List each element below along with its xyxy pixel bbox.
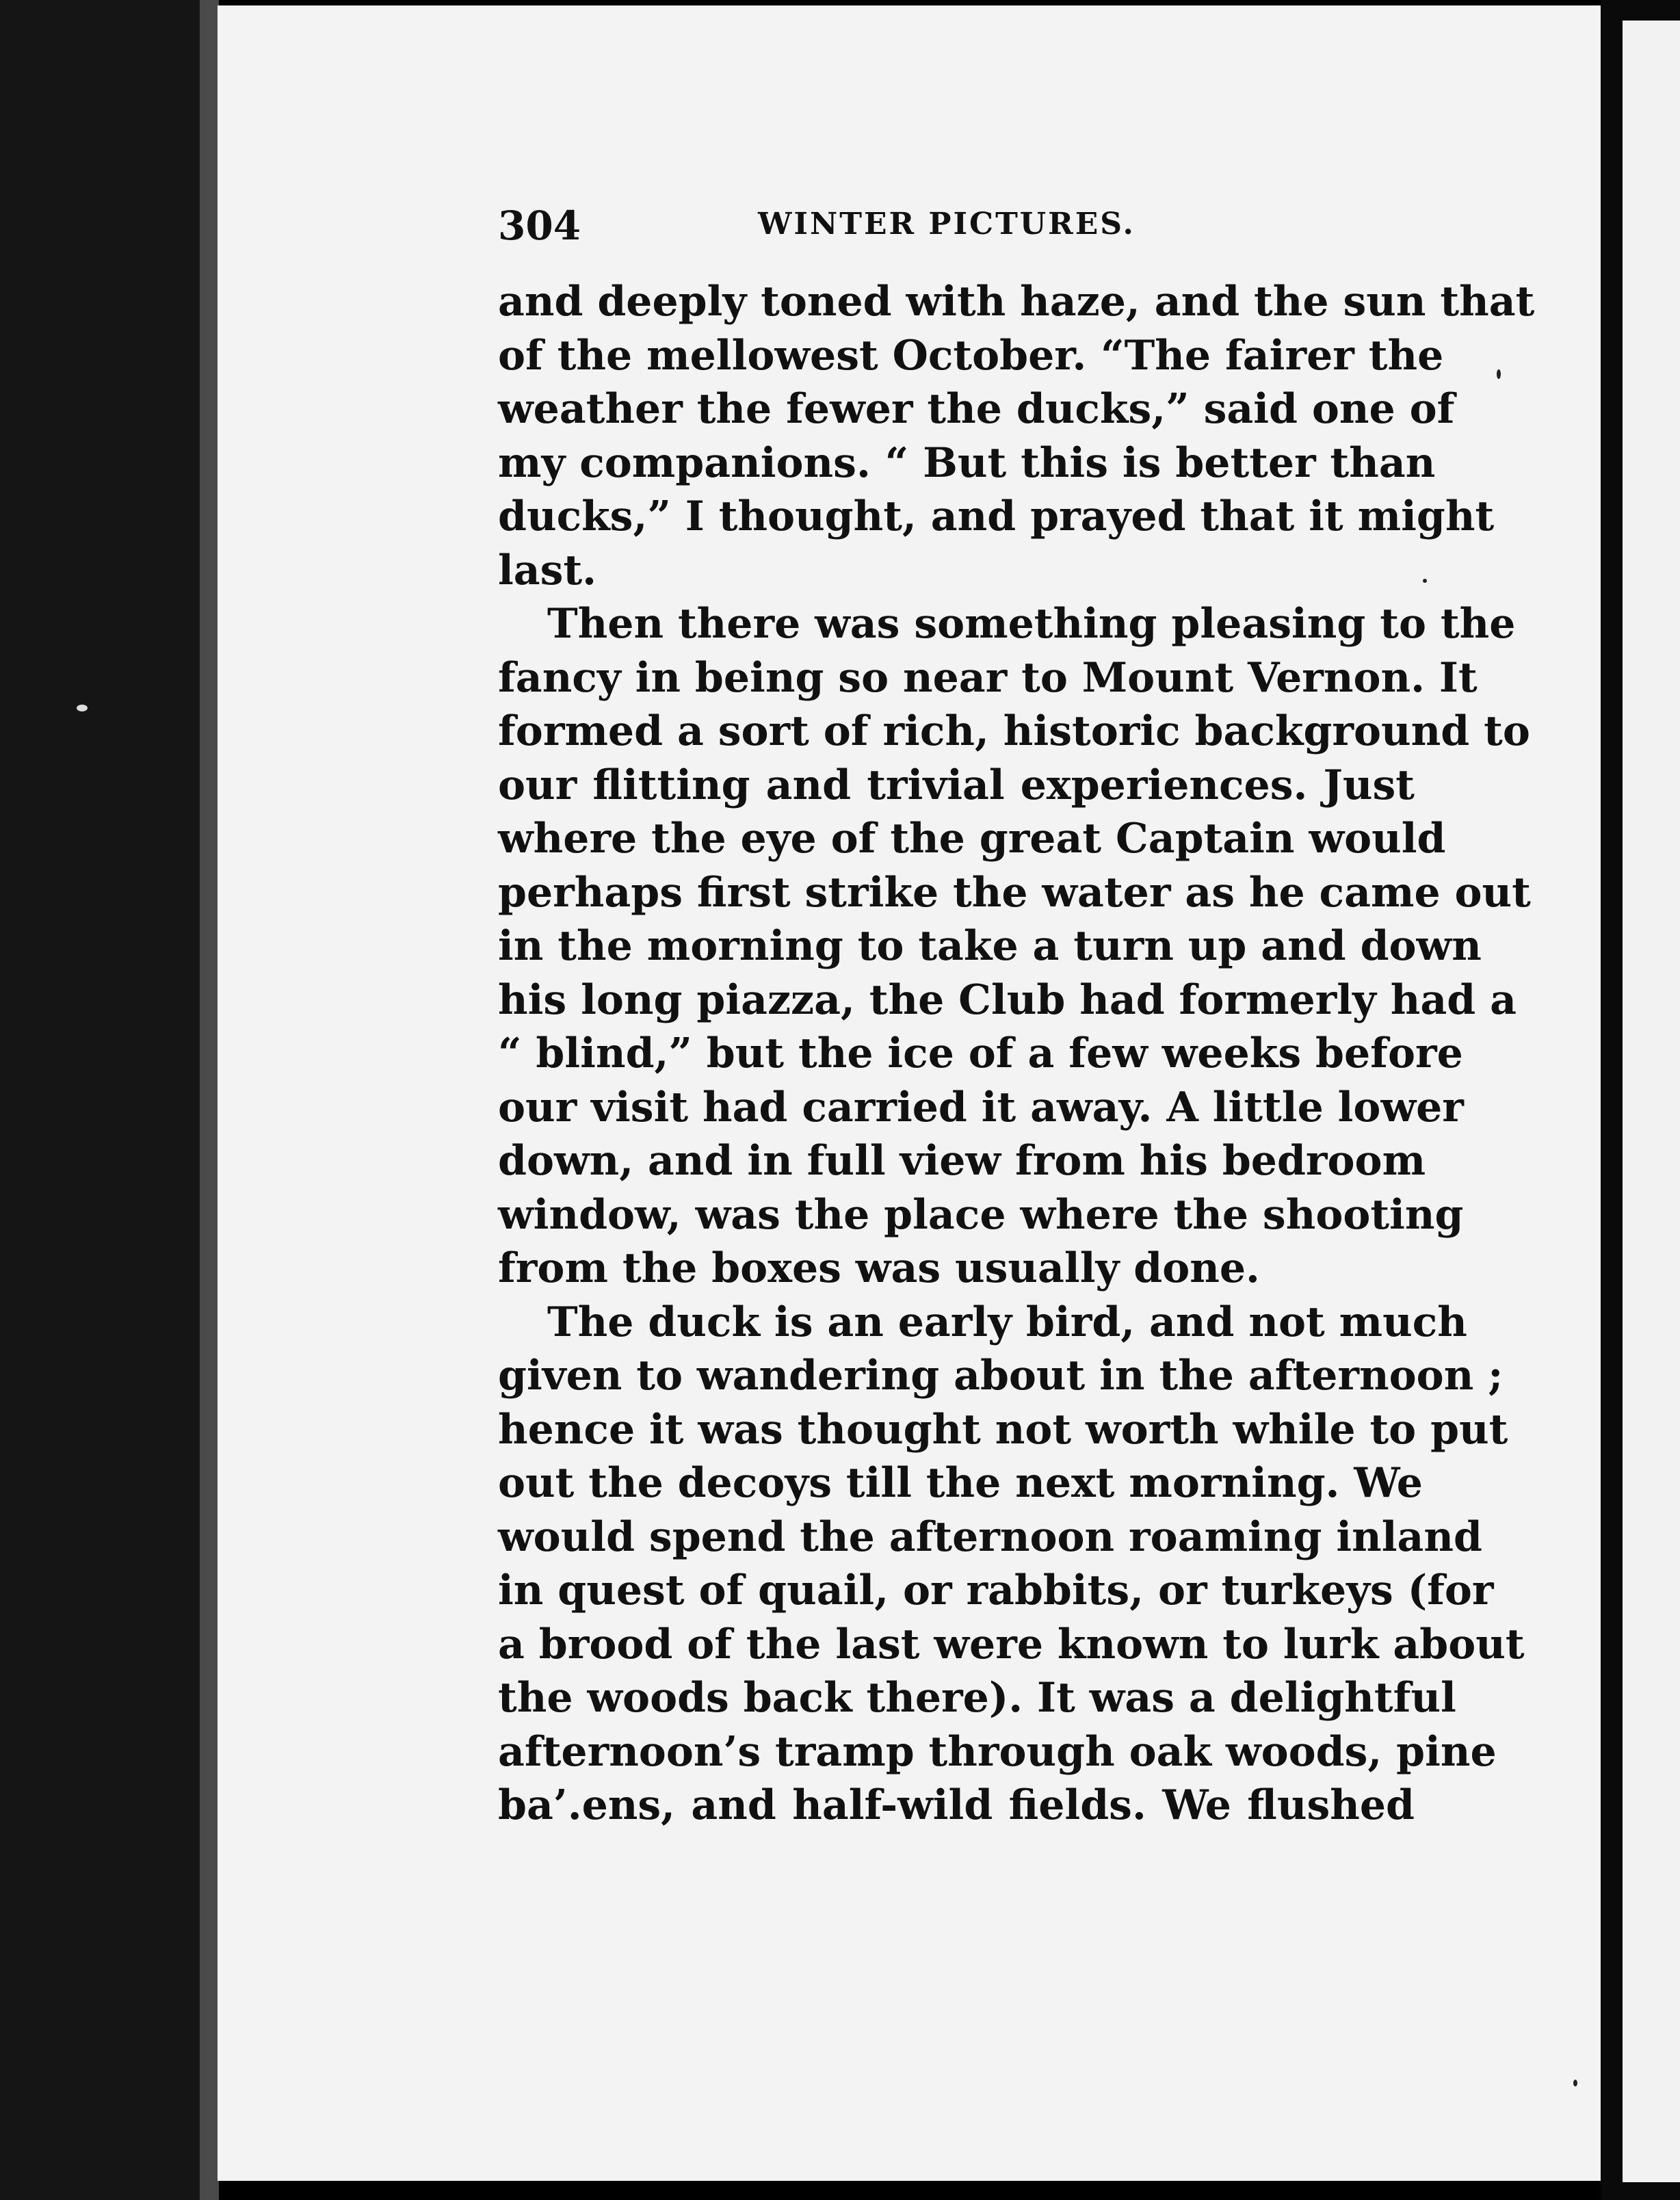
text-line: last. [498, 546, 597, 594]
text-line: the woods back there). It was a delightful [498, 1674, 1456, 1722]
text-line: given to wandering about in the afternoon ; [498, 1352, 1504, 1400]
text-line: our flitting and trivial experiences. Just [498, 761, 1415, 809]
text-line: ba’.ens, and half-wild fields. We flushed [498, 1781, 1415, 1829]
scan-speck [1497, 369, 1501, 379]
text-line: our visit had carried it away. A little lower [498, 1083, 1464, 1131]
text-line: from the boxes was usually done. [498, 1244, 1260, 1292]
text-line: down, and in full view from his bedroom [498, 1137, 1426, 1185]
text-line: out the decoys till the next morning. We [498, 1459, 1423, 1507]
body-text [498, 275, 1535, 1833]
scan-speck [1423, 579, 1427, 583]
text-line: in quest of quail, or rabbits, or turkeys (for [498, 1567, 1494, 1614]
text-line: afternoon’s tramp through oak woods, pine [498, 1727, 1497, 1776]
text-line: The duck is an early bird, and not much [547, 1298, 1467, 1346]
running-title: WINTER PICTURES. [758, 207, 1136, 241]
text-line: formed a sort of rich, historic background to [498, 707, 1530, 755]
text-line: a brood of the last were known to lurk about [498, 1620, 1525, 1668]
scan-speck [1573, 2080, 1577, 2086]
text-line: Then there was something pleasing to the [547, 600, 1516, 648]
text-line: perhaps first strike the water as he came out [498, 868, 1531, 917]
scan-speck [77, 705, 88, 711]
scan-left-edge [0, 0, 205, 2200]
text-line: would spend the afternoon roaming inland [498, 1512, 1482, 1561]
page-number: 304 [498, 202, 581, 249]
text-line: and deeply toned with haze, and the sun that [498, 278, 1535, 326]
text-line: where the eye of the great Captain would [498, 815, 1446, 863]
text-line: hence it was thought not worth while to put [498, 1405, 1508, 1454]
page-gutter-shadow [200, 0, 219, 2200]
text-line: my companions. “ But this is better than [498, 438, 1436, 487]
text-line: window, was the place where the shooting [498, 1190, 1464, 1239]
next-page-sliver [1623, 21, 1680, 2182]
text-line: “ blind,” but the ice of a few weeks before [498, 1030, 1463, 1077]
text-line: ducks,” I thought, and prayed that it might [498, 493, 1495, 540]
text-line: in the morning to take a turn up and down [498, 922, 1482, 970]
text-line: weather the fewer the ducks,” said one of [498, 385, 1455, 433]
page-header [498, 202, 1415, 257]
text-line: fancy in being so near to Mount Vernon. It [498, 653, 1478, 702]
text-line: his long piazza, the Club had formerly had a [498, 975, 1517, 1024]
text-line: of the mellowest October. “The fairer the [498, 331, 1444, 380]
